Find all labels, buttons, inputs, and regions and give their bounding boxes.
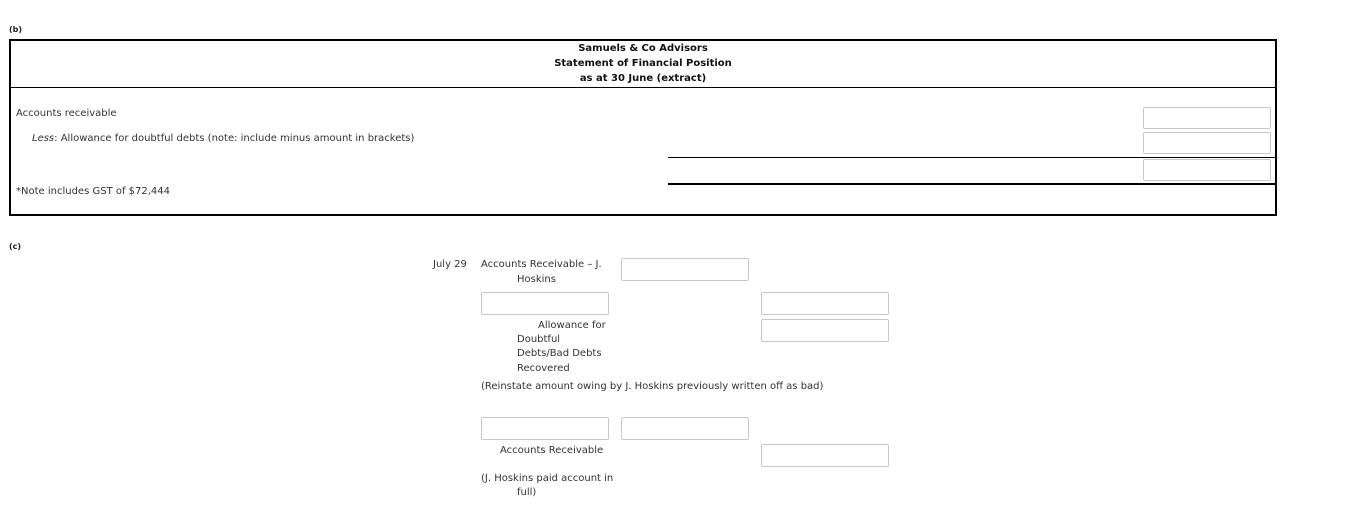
gst-note: *Note includes GST of $72,444 (16, 186, 171, 197)
statement-date: as at 30 June (extract) (579, 73, 707, 84)
journal-date: July 29 (433, 259, 467, 270)
entry1-debit-amount-input[interactable] (621, 258, 749, 281)
header-divider (9, 87, 1277, 88)
entry1-credit-account-line1: Allowance for (538, 320, 606, 331)
allowance-amount-input[interactable] (1143, 132, 1271, 154)
entry2-debit-account-input[interactable] (481, 417, 609, 440)
part-c-label: (c) (9, 242, 22, 251)
total-line (668, 183, 1277, 185)
statement-title: Statement of Financial Position (554, 58, 732, 69)
entry1-credit-account-line3: Debts/Bad Debts (517, 348, 602, 359)
entry1-debit-account-line1: Accounts Receivable – J. (481, 259, 602, 270)
subtotal-line (668, 157, 1277, 158)
accounts-receivable-label: Accounts receivable (16, 108, 117, 119)
part-b-label: (b) (9, 25, 23, 34)
entry2-narration-line2: full) (517, 487, 537, 498)
entry1-credit-account-line4: Recovered (517, 363, 570, 374)
less-label: Less (32, 133, 55, 144)
net-amount-input[interactable] (1143, 159, 1271, 181)
entry1-credit-account-input[interactable] (481, 292, 609, 315)
entry2-debit-amount-input[interactable] (621, 417, 749, 440)
entry1-credit-amount-input-2[interactable] (761, 319, 889, 342)
entry2-credit-account: Accounts Receivable (500, 445, 604, 456)
ar-amount-input[interactable] (1143, 107, 1271, 129)
entry2-credit-amount-input[interactable] (761, 444, 889, 467)
allowance-label: : Allowance for doubtful debts (note: include minus amount in brackets) (54, 133, 415, 144)
entry2-narration-line1: (J. Hoskins paid account in (481, 473, 614, 484)
entry1-narration: (Reinstate amount owing by J. Hoskins previously written off as bad) (481, 381, 824, 392)
company-name: Samuels & Co Advisors (578, 43, 708, 54)
entry1-credit-account-line2: Doubtful (517, 334, 561, 345)
entry1-credit-amount-input-1[interactable] (761, 292, 889, 315)
allowance-row (32, 133, 414, 144)
entry1-debit-account-line2: Hoskins (517, 274, 556, 285)
